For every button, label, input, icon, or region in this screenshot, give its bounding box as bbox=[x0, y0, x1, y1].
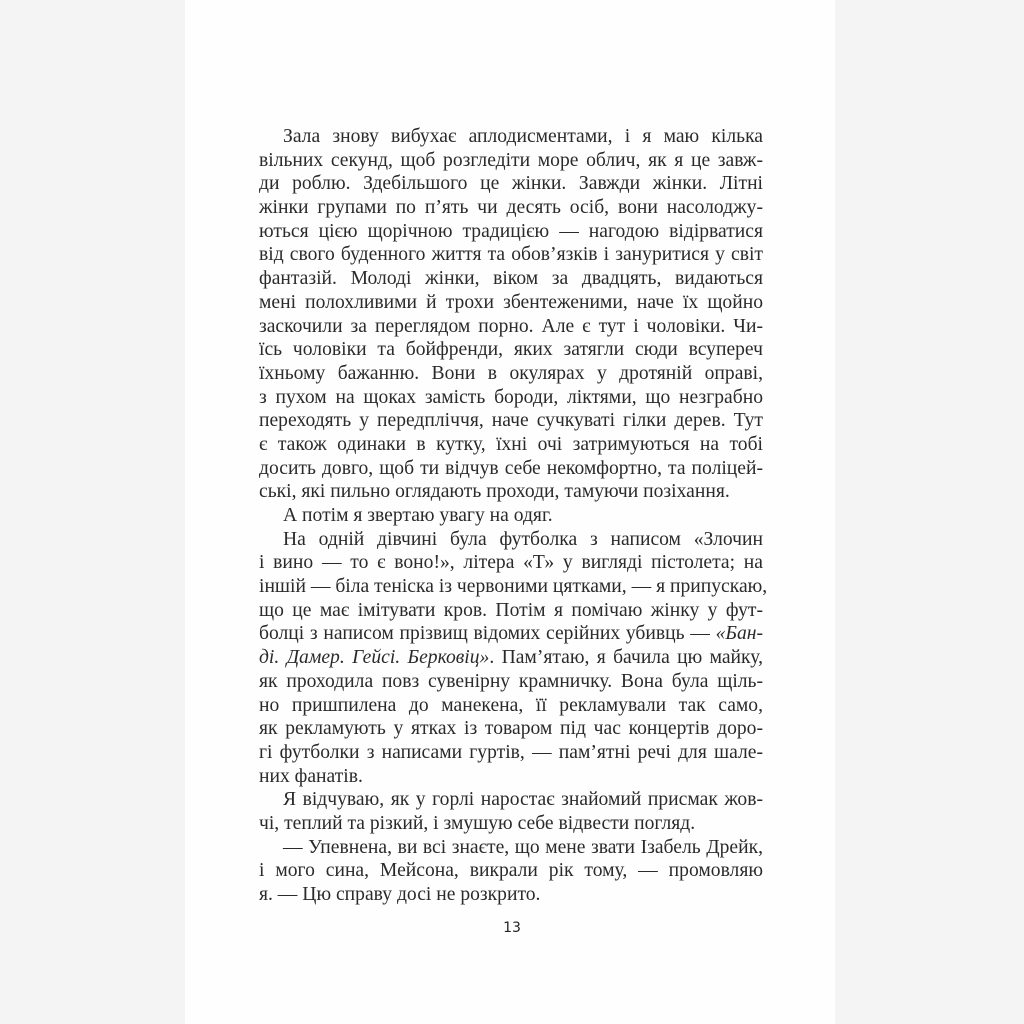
text-span: як проходила повз сувенірну крамничку. Вона була щіль- bbox=[259, 670, 763, 692]
text-span: А потім я звертаю увагу на одяг. bbox=[283, 505, 553, 526]
text-line bbox=[259, 883, 763, 907]
text-span: Зала знову вибухає аплодисментами, і я маю кілька bbox=[283, 126, 763, 147]
text-line bbox=[259, 599, 763, 623]
text-span: ські, які пильно оглядають проходи, тамуючи позіхання. bbox=[259, 481, 730, 503]
text-line bbox=[259, 504, 763, 528]
text-line bbox=[259, 291, 763, 315]
text-line bbox=[259, 859, 763, 883]
text-line bbox=[259, 125, 763, 149]
text-span: . Пам’ятаю, я бачила цю майку, bbox=[489, 647, 764, 669]
text-span: ються цією щорічною традицією — нагодою відірватися bbox=[259, 220, 763, 242]
body-text bbox=[259, 125, 768, 907]
text-line bbox=[259, 480, 763, 504]
text-line bbox=[259, 149, 763, 173]
text-span: но пришпилена до манекена, її рекламували так само, bbox=[259, 694, 763, 716]
text-line bbox=[259, 528, 763, 552]
text-span: від свого буденного життя та обов’язків і зануритися у світ bbox=[259, 244, 763, 266]
text-line bbox=[259, 433, 763, 457]
text-line bbox=[259, 362, 763, 386]
text-line bbox=[259, 267, 763, 291]
text-span: Я відчуваю, як у горлі наростає знайомий присмак жов- bbox=[283, 789, 763, 811]
text-span: і мого сина, Мейсона, викрали рік тому, — промовляю bbox=[259, 860, 763, 882]
text-span: з пухом на щоках замість бороди, ліктями, що незграбно bbox=[259, 386, 763, 408]
text-span: і вино — то є воно!», літера «Т» у вигляді пістолета; на bbox=[259, 552, 763, 574]
text-span: них фанатів. bbox=[259, 765, 363, 787]
text-line bbox=[259, 694, 763, 718]
page-number: 13 bbox=[503, 920, 521, 936]
text-span: фантазій. Молоді жінки, віком за двадцять, видаються bbox=[259, 268, 763, 290]
text-line bbox=[259, 386, 763, 410]
italic-text: ді. Дамер. Гейсі. Берковіц» bbox=[259, 647, 490, 669]
text-span: ди роблю. Здебільшого це жінки. Завжди жінки. Літні bbox=[259, 173, 763, 195]
text-span: є також одинаки в кутку, їхні очі затримуються на тобі bbox=[259, 433, 763, 455]
text-span: їсь чоловіки та бойфренди, яких затягли сюди всупереч bbox=[259, 339, 763, 361]
text-line bbox=[259, 220, 763, 244]
text-line bbox=[259, 457, 763, 481]
text-span: чі, теплий та різкий, і змушую себе відвести погляд. bbox=[259, 812, 696, 834]
text-line bbox=[259, 836, 763, 860]
italic-text: «Бан- bbox=[715, 623, 763, 645]
text-span: переходять у передпліччя, наче сучкуваті гілки дерев. Тут bbox=[259, 410, 763, 432]
text-span: На одній дівчині була футболка з написом «Злочин bbox=[283, 528, 763, 550]
text-line bbox=[259, 670, 763, 694]
text-span: я. — Цю справу досі не розкрито. bbox=[259, 884, 541, 905]
text-line bbox=[259, 646, 763, 670]
text-line bbox=[259, 741, 763, 765]
text-span: — Упевнена, ви всі знаєте, що мене звати Ізабель Дрейк, bbox=[283, 836, 763, 858]
text-line bbox=[259, 812, 763, 836]
text-line bbox=[259, 788, 763, 812]
text-span: їхньому бажанню. Вони в окулярах у дротяній оправі, bbox=[259, 362, 763, 384]
text-line bbox=[259, 409, 763, 433]
text-span: як рекламують у ятках із товаром під час концертів доро- bbox=[259, 718, 763, 740]
text-span: заскочили за переглядом порно. Але є тут і чоловіки. Чи- bbox=[259, 315, 763, 337]
text-line bbox=[259, 315, 763, 339]
text-span: болці з написом прізвищ відомих серійних убивць — bbox=[259, 623, 716, 645]
text-line bbox=[259, 196, 763, 220]
text-line bbox=[259, 622, 763, 646]
text-line bbox=[259, 717, 763, 741]
text-line bbox=[259, 551, 763, 575]
text-span: мені полохливими й трохи збентеженими, наче їх щойно bbox=[259, 291, 763, 313]
text-span: жінки групами по п’ять чи десять осіб, вони насолоджу- bbox=[259, 197, 763, 219]
text-line bbox=[259, 765, 763, 789]
text-span: іншій — біла теніска із червоними цятками, — я припускаю, bbox=[259, 576, 768, 598]
text-line bbox=[259, 338, 763, 362]
text-span: що це має імітувати кров. Потім я помічаю жінку у фут- bbox=[259, 599, 763, 621]
text-span: досить довго, щоб ти відчув себе некомфортно, та поліцей- bbox=[259, 457, 763, 479]
text-line bbox=[259, 243, 763, 267]
text-span: гі футболки з написами гуртів, — пам’ятні речі для шале- bbox=[259, 741, 763, 763]
text-span: вільних секунд, щоб розгледіти море облич, як я це завж- bbox=[259, 149, 763, 171]
text-line bbox=[259, 172, 763, 196]
text-line bbox=[259, 575, 768, 599]
